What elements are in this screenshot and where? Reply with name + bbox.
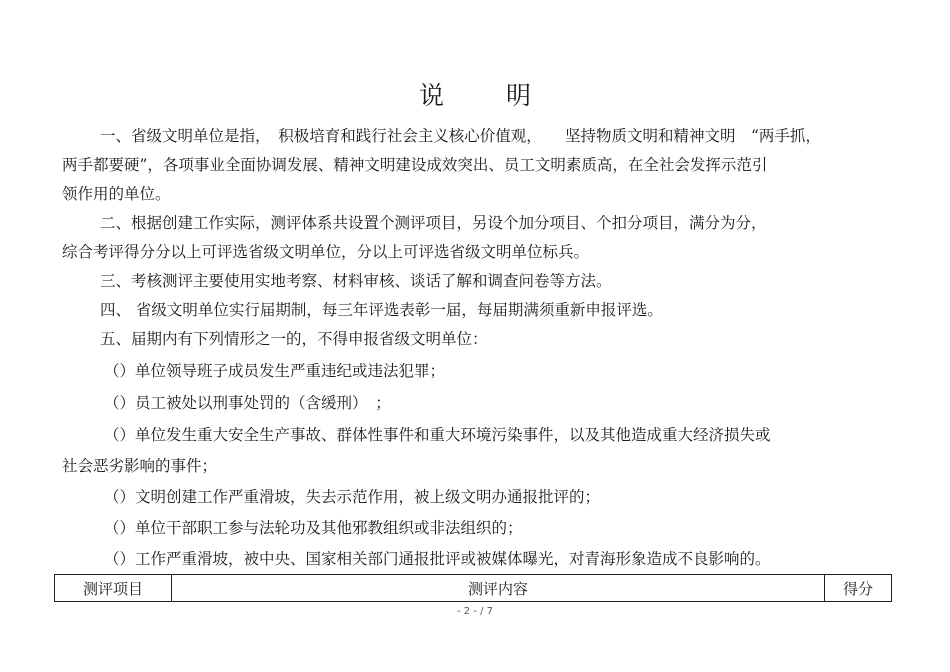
condition-item-2: （）员工被处以刑事处罚的（含缓刑） ； [104, 394, 391, 412]
condition-item-3-line-2: 社会恶劣影响的事件； [62, 457, 218, 475]
header-cell-content: 测评内容 [172, 575, 825, 601]
paragraph-2-line-1: 二、根据创建工作实际，测评体系共设置个测评项目，另设个加分项目、个扣分项目，满分为分， [100, 214, 767, 232]
header-cell-item: 测评项目 [55, 575, 172, 601]
page-number: - 2 - / 7 [456, 606, 494, 617]
paragraph-5: 五、届期内有下列情形之一的，不得申报省级文明单位： [100, 330, 488, 348]
evaluation-table-header [54, 574, 892, 602]
paragraph-1-line-1: 一、省级文明单位是指， 积极培育和践行社会主义核心价值观， 坚持物质文明和精神文明 “两手抓， [100, 127, 821, 145]
paragraph-1-line-3: 领作用的单位。 [62, 185, 171, 203]
title-char-2: 明 [506, 81, 532, 110]
paragraph-4: 四、 省级文明单位实行届期制，每三年评选表彰一届，每届期满须重新申报评选。 [100, 301, 663, 319]
condition-item-3-line-1: （）单位发生重大安全生产事故、群体性事件和重大环境污染事件，以及其他造成重大经济损失或 [104, 426, 771, 444]
condition-item-5: （）单位干部职工参与法轮功及其他邪教组织或非法组织的； [104, 519, 523, 537]
title-char-1: 说 [418, 81, 444, 110]
header-cell-score: 得分 [842, 579, 873, 598]
paragraph-3: 三、考核测评主要使用实地考察、材料审核、谈话了解和调查问卷等方法。 [100, 272, 612, 290]
condition-item-1: （）单位领导班子成员发生严重违纪或违法犯罪； [104, 362, 446, 380]
page-title [0, 76, 950, 112]
paragraph-2-line-2: 综合考评得分分以上可评选省级文明单位，分以上可评选省级文明单位标兵。 [62, 243, 590, 261]
condition-item-4: （）文明创建工作严重滑坡，失去示范作用，被上级文明办通报批评的； [104, 488, 601, 506]
condition-item-6: （）工作严重滑坡，被中央、国家相关部门通报批评或被媒体曝光，对青海形象造成不良影响的。 [104, 550, 771, 568]
paragraph-1-line-2: 两手都要硬”，各项事业全面协调发展、精神文明建设成效突出、员工文明素质高，在全社会发挥示范引 [62, 156, 768, 174]
